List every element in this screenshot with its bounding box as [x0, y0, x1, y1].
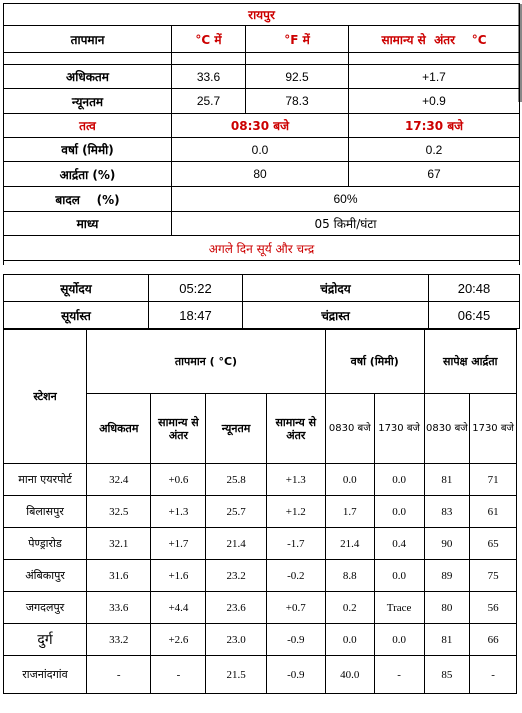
cell-rain-0830: 0.0	[325, 624, 374, 656]
sub-hum-0830: 0830 बजे	[424, 394, 470, 464]
table-row	[4, 560, 517, 592]
rain-1730: 0.2	[349, 138, 520, 162]
cell-hum-1730: 75	[470, 560, 517, 592]
element-header: तत्व	[4, 114, 172, 138]
city-title: रायपुर	[4, 4, 520, 26]
humidity-1730: 67	[349, 162, 520, 187]
min-f: 78.3	[246, 89, 349, 114]
cell-rain-1730: 0.4	[374, 528, 424, 560]
max-c: 33.6	[172, 65, 246, 89]
cell-hum-1730: 66	[470, 624, 517, 656]
cell-diff1: -	[151, 656, 206, 694]
cell-rain-1730: -	[374, 656, 424, 694]
cell-hum-0830: 89	[424, 560, 470, 592]
cell-rain-0830: 40.0	[325, 656, 374, 694]
station-name: माना एयरपोर्ट	[4, 464, 87, 496]
cell-hum-1730: 61	[470, 496, 517, 528]
station-name: बिलासपुर	[4, 496, 87, 528]
cell-max: 32.5	[87, 496, 151, 528]
station-name: जगदलपुर	[4, 592, 87, 624]
min-label: न्यूनतम	[4, 89, 172, 114]
cell-hum-0830: 81	[424, 464, 470, 496]
temp-group-header: तापमान ( °C)	[87, 330, 326, 394]
rain-group-header: वर्षा (मिमी)	[325, 330, 424, 394]
humidity-0830: 80	[172, 162, 349, 187]
raipur-summary-table	[3, 3, 520, 265]
cell-diff2: -0.9	[266, 624, 325, 656]
cell-diff2: +0.7	[266, 592, 325, 624]
station-name: राजनांदगांव	[4, 656, 87, 694]
sub-max: अधिकतम	[87, 394, 151, 464]
time-0830-header: 08:30 बजे	[172, 114, 349, 138]
cell-diff1: +0.6	[151, 464, 206, 496]
sunset-time: 18:47	[149, 302, 243, 329]
cell-hum-0830: 80	[424, 592, 470, 624]
cell-rain-0830: 0.2	[325, 592, 374, 624]
min-c: 25.7	[172, 89, 246, 114]
min-diff: +0.9	[349, 89, 520, 114]
cell-diff2: -1.7	[266, 528, 325, 560]
cell-max: 31.6	[87, 560, 151, 592]
cell-max: 33.2	[87, 624, 151, 656]
cell-hum-0830: 85	[424, 656, 470, 694]
sunrise-time: 05:22	[149, 275, 243, 302]
normal-diff-header: सामान्य से अंतर °C	[349, 26, 520, 53]
table-row	[4, 592, 517, 624]
cell-rain-1730: 0.0	[374, 624, 424, 656]
cell-hum-0830: 81	[424, 624, 470, 656]
cell-rain-1730: 0.0	[374, 560, 424, 592]
wind-label: माध्य	[4, 212, 172, 236]
cell-max: 32.1	[87, 528, 151, 560]
max-f: 92.5	[246, 65, 349, 89]
table-row	[4, 656, 517, 694]
rain-0830: 0.0	[172, 138, 349, 162]
cloud-value: 60%	[172, 187, 520, 212]
cell-rain-0830: 0.0	[325, 464, 374, 496]
cell-rain-1730: 0.0	[374, 496, 424, 528]
cell-rain-0830: 1.7	[325, 496, 374, 528]
moonrise-time: 20:48	[429, 275, 520, 302]
cell-diff2: +1.2	[266, 496, 325, 528]
cell-max: 32.4	[87, 464, 151, 496]
time-1730-header: 17:30 बजे	[349, 114, 520, 138]
celsius-header: °C में	[172, 26, 246, 53]
cell-min: 21.5	[206, 656, 266, 694]
cell-diff2: -0.9	[266, 656, 325, 694]
cell-diff2: +1.3	[266, 464, 325, 496]
cell-rain-1730: Trace	[374, 592, 424, 624]
cell-min: 25.7	[206, 496, 266, 528]
rain-label: वर्षा (मिमी)	[4, 138, 172, 162]
station-header: स्टेशन	[4, 330, 87, 464]
sub-rain-0830: 0830 बजे	[325, 394, 374, 464]
cell-diff1: +2.6	[151, 624, 206, 656]
humidity-group-header: सापेक्ष आर्द्रता	[424, 330, 516, 394]
fahrenheit-header: °F में	[246, 26, 349, 53]
cloud-label: बादल (%)	[4, 187, 172, 212]
cell-min: 23.6	[206, 592, 266, 624]
cell-hum-0830: 83	[424, 496, 470, 528]
sub-diff1: सामान्य से अंतर	[151, 394, 206, 464]
cell-diff1: +1.7	[151, 528, 206, 560]
stations-table	[3, 329, 517, 694]
station-name: पेण्ड्रारोड	[4, 528, 87, 560]
cell-min: 25.8	[206, 464, 266, 496]
cell-hum-0830: 90	[424, 528, 470, 560]
max-diff: +1.7	[349, 65, 520, 89]
table-row	[4, 464, 517, 496]
cell-rain-0830: 21.4	[325, 528, 374, 560]
table-row	[4, 624, 517, 656]
cell-rain-1730: 0.0	[374, 464, 424, 496]
cell-hum-1730: -	[470, 656, 517, 694]
cell-max: 33.6	[87, 592, 151, 624]
sunset-label: सूर्यास्त	[4, 302, 149, 329]
cell-max: -	[87, 656, 151, 694]
cell-diff1: +1.3	[151, 496, 206, 528]
cell-diff2: -0.2	[266, 560, 325, 592]
temp-header-label: तापमान	[4, 26, 172, 53]
moonset-time: 06:45	[429, 302, 520, 329]
sun-moon-table	[3, 274, 520, 329]
table-row	[4, 496, 517, 528]
cell-hum-1730: 65	[470, 528, 517, 560]
station-name: अंबिकापुर	[4, 560, 87, 592]
wind-value: 05 किमी/घंटा	[172, 212, 520, 236]
station-name: दुर्ग	[4, 624, 87, 656]
cell-min: 23.0	[206, 624, 266, 656]
sun-moon-title: अगले दिन सूर्य और चन्द्र	[4, 236, 520, 261]
sub-hum-1730: 1730 बजे	[470, 394, 517, 464]
max-label: अधिकतम	[4, 65, 172, 89]
cell-min: 21.4	[206, 528, 266, 560]
table-row	[4, 528, 517, 560]
cell-rain-0830: 8.8	[325, 560, 374, 592]
cell-diff1: +4.4	[151, 592, 206, 624]
sub-min: न्यूनतम	[206, 394, 266, 464]
sunrise-label: सूर्योदय	[4, 275, 149, 302]
humidity-label: आर्द्रता (%)	[4, 162, 172, 187]
sub-rain-1730: 1730 बजे	[374, 394, 424, 464]
moonset-label: चंद्रास्त	[243, 302, 429, 329]
cell-diff1: +1.6	[151, 560, 206, 592]
cell-hum-1730: 56	[470, 592, 517, 624]
cell-hum-1730: 71	[470, 464, 517, 496]
cell-min: 23.2	[206, 560, 266, 592]
sub-diff2: सामान्य से अंतर	[266, 394, 325, 464]
moonrise-label: चंद्रोदय	[243, 275, 429, 302]
